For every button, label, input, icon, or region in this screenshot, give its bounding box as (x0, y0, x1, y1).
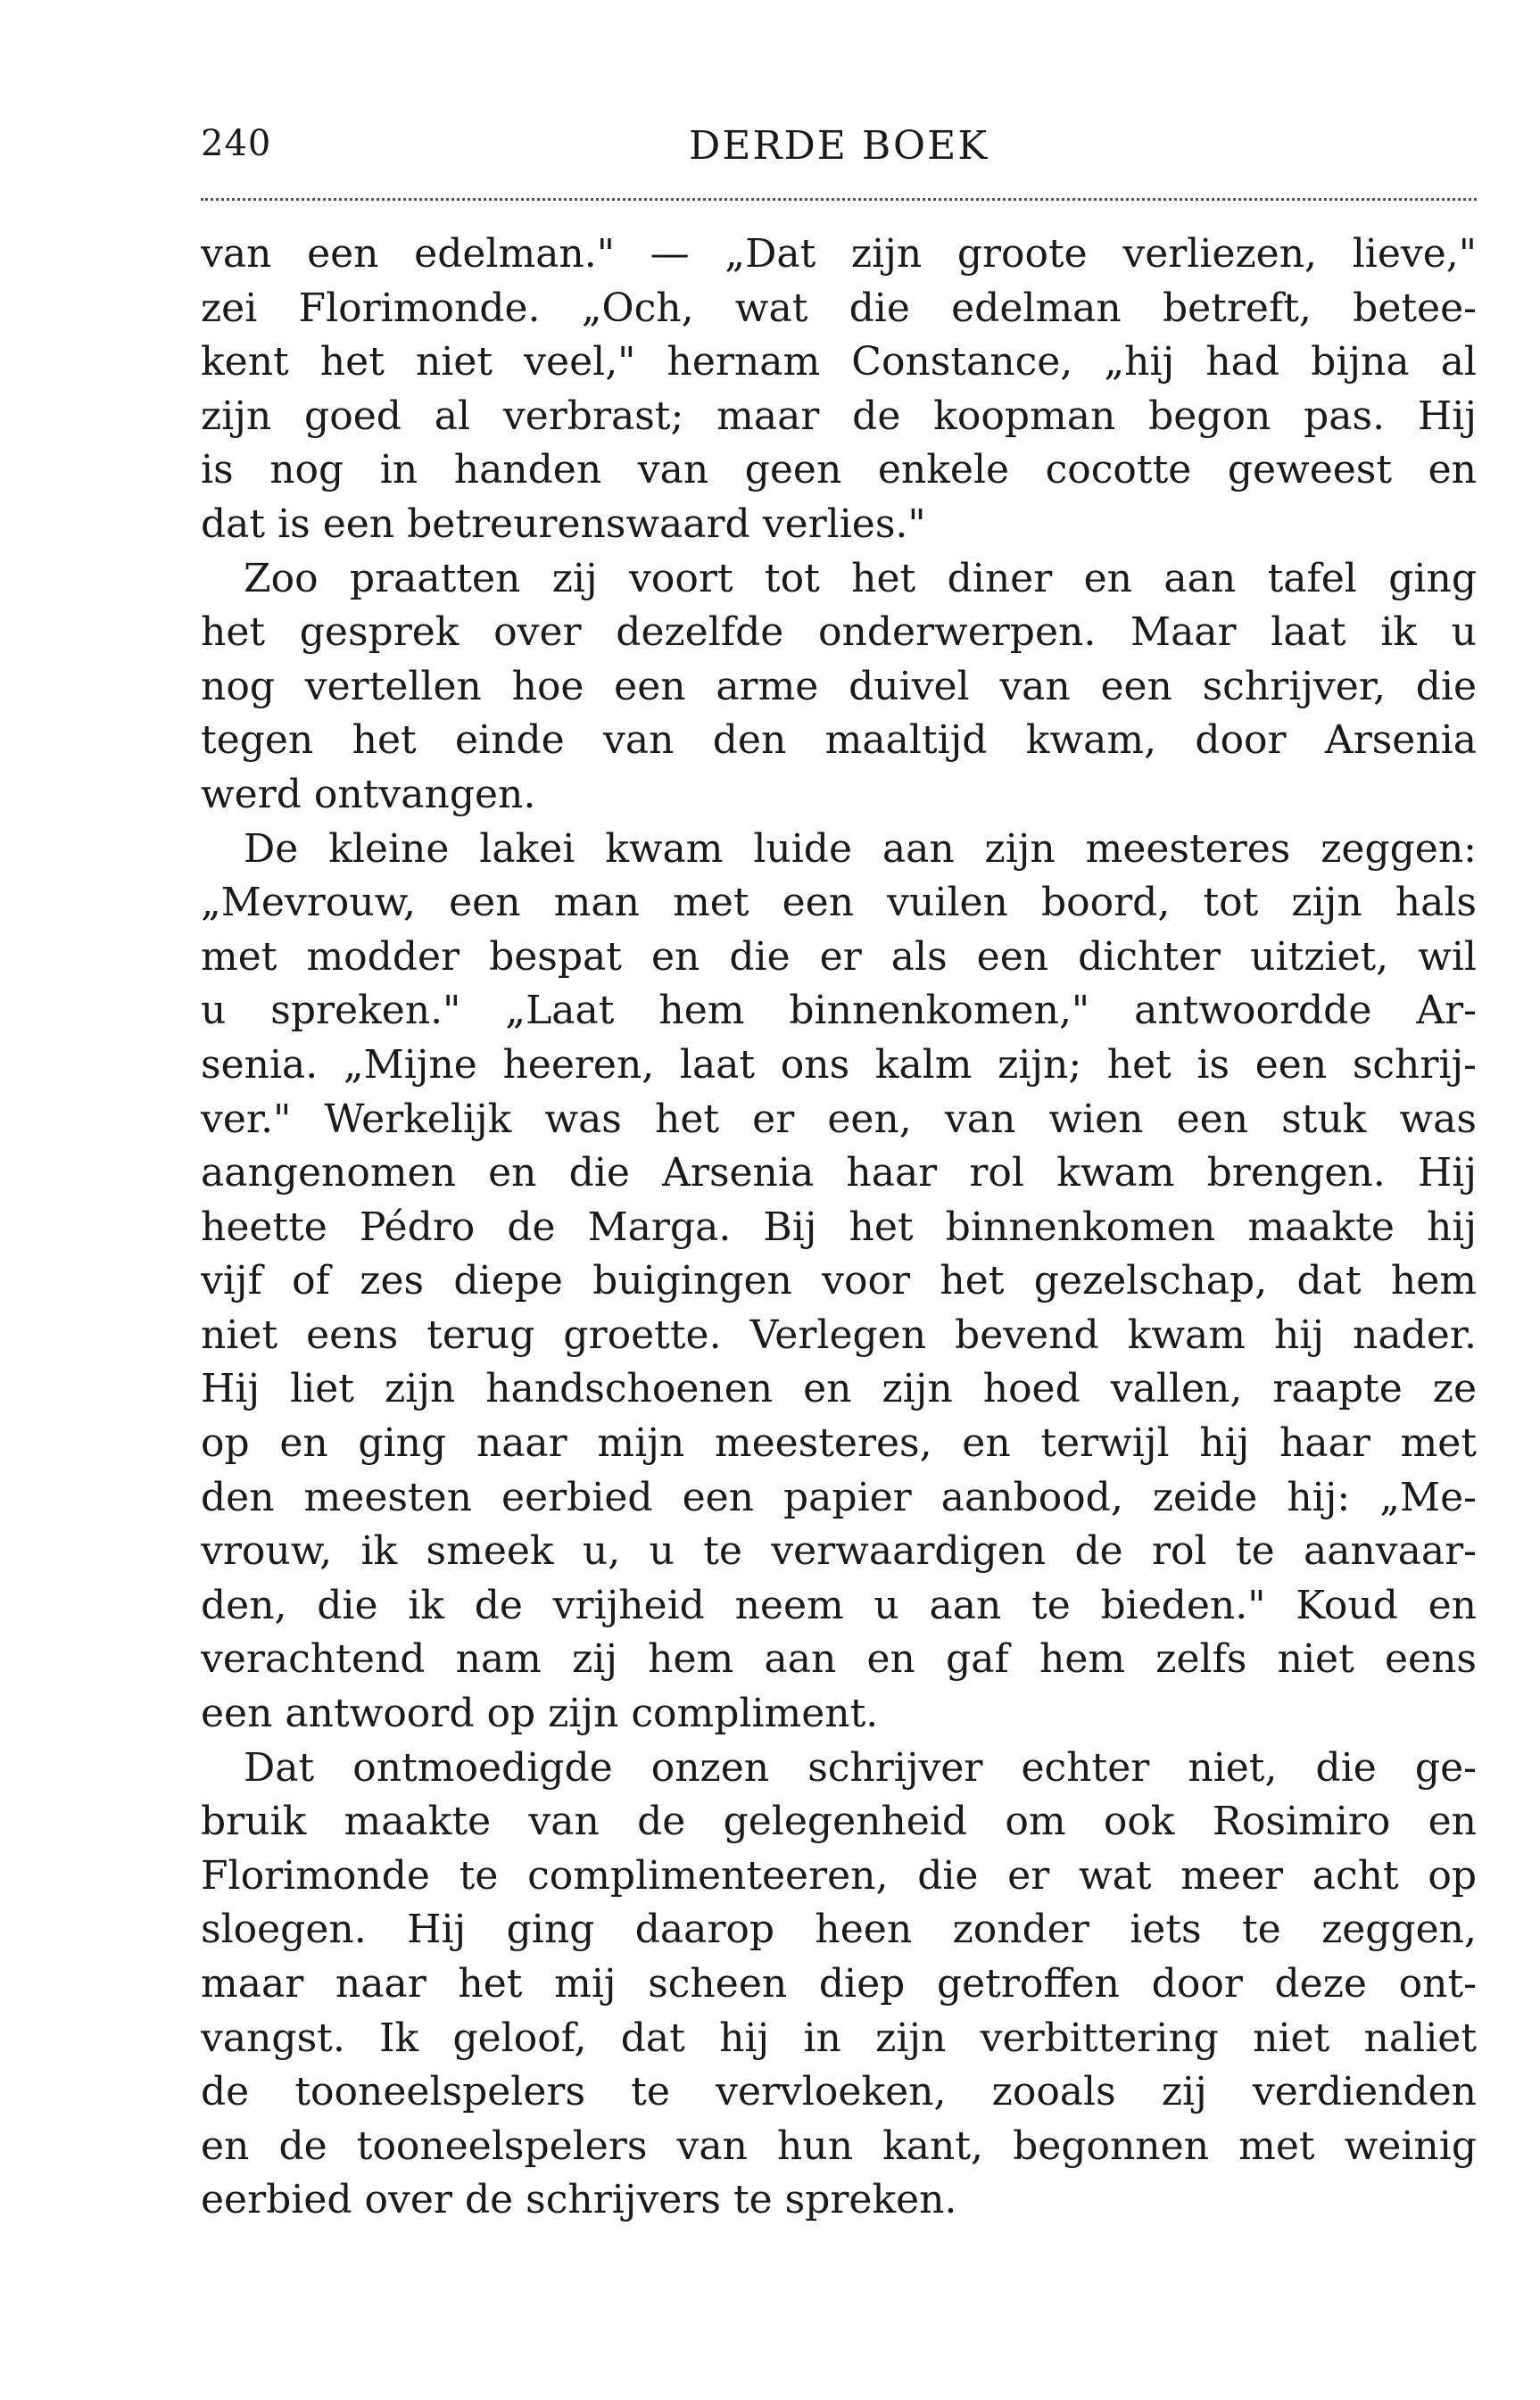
body-text (201, 228, 1477, 2228)
text-line: senia. „Mijne heeren, laat ons kalm zijn; het is een schrij- (201, 1041, 1477, 1088)
text-line: is nog in handen van geen enkele cocotte geweest en (201, 447, 1477, 493)
text-line: en de tooneelspelers van hun kant, begonnen met weinig (201, 2123, 1477, 2169)
text-line: een antwoord op zijn compliment. (201, 1691, 879, 1737)
page-header (201, 114, 1477, 186)
text-line: werd ontvangen. (201, 771, 536, 817)
text-line: heette Pédro de Marga. Bij het binnenkomen maakte hij (201, 1204, 1477, 1250)
text-line: bruik maakte van de gelegenheid om ook Rosimiro en (201, 1799, 1477, 1845)
text-line: den, die ik de vrijheid neem u aan te bieden." Koud en (201, 1582, 1477, 1628)
text-line: u spreken." „Laat hem binnenkomen," antwoordde Ar- (201, 988, 1477, 1034)
text-line: zijn goed al verbrast; maar de koopman begon pas. Hij (201, 393, 1477, 439)
text-line: verachtend nam zij hem aan en gaf hem zelfs niet eens (201, 1636, 1477, 1683)
running-head: DERDE BOEK (688, 123, 989, 169)
header-divider (201, 198, 1477, 201)
text-line: de tooneelspelers te vervloeken, zooals zij verdienden (201, 2069, 1477, 2115)
text-line: niet eens terug groette. Verlegen bevend kwam hij nader. (201, 1312, 1477, 1358)
text-line: maar naar het mij scheen diep getroffen door deze ont- (201, 1961, 1477, 2007)
text-line: nog vertellen hoe een arme duivel van een schrijver, die (201, 663, 1477, 709)
text-line: aangenomen en die Arsenia haar rol kwam brengen. Hij (201, 1150, 1477, 1196)
text-line: Dat ontmoedigde onzen schrijver echter niet, die ge- (244, 1744, 1477, 1791)
text-line: Florimonde te complimenteeren, die er wat meer acht op (201, 1852, 1477, 1899)
text-line: met modder bespat en die er als een dichter uitziet, wil (201, 933, 1477, 980)
text-line: dat is een betreurenswaard verlies." (201, 501, 926, 547)
text-line: vijf of zes diepe buigingen voor het gezelschap, dat hem (201, 1258, 1477, 1304)
text-line: „Mevrouw, een man met een vuilen boord, tot zijn hals (201, 880, 1477, 926)
text-line: Hij liet zijn handschoenen en zijn hoed vallen, raapte ze (201, 1366, 1477, 1412)
text-line: tegen het einde van den maaltijd kwam, door Arsenia (201, 717, 1477, 764)
text-line: op en ging naar mijn meesteres, en terwijl hij haar met (201, 1420, 1477, 1467)
text-line: Zoo praatten zij voort tot het diner en aan tafel ging (244, 555, 1477, 601)
text-line: het gesprek over dezelfde onderwerpen. Maar laat ik u (201, 609, 1477, 656)
text-line: kent het niet veel," hernam Constance, „hij had bijna al (201, 339, 1477, 385)
text-line: zei Florimonde. „Och, wat die edelman betreft, beteе- (201, 285, 1477, 331)
text-line: De kleine lakei kwam luide aan zijn meesteres zeggen: (244, 825, 1477, 872)
text-line: ver." Werkelijk was het er een, van wien een stuk was (201, 1096, 1477, 1142)
text-line: vrouw, ik smeek u, u te verwaardigen de rol te aanvaar- (201, 1528, 1477, 1575)
text-line: vangst. Ik geloof, dat hij in zijn verbittering niet naliet (201, 2015, 1477, 2061)
text-line: eerbied over de schrijvers te spreken. (201, 2177, 957, 2223)
text-line: sloegen. Hij ging daarop heen zonder iets te zeggen, (201, 1907, 1477, 1953)
text-line: den meesten eerbied een papier aanbood, zeide hij: „Me- (201, 1474, 1477, 1520)
text-line: van een edelman." — „Dat zijn groote verliezen, lieve," (201, 231, 1477, 277)
page-number: 240 (201, 123, 272, 164)
